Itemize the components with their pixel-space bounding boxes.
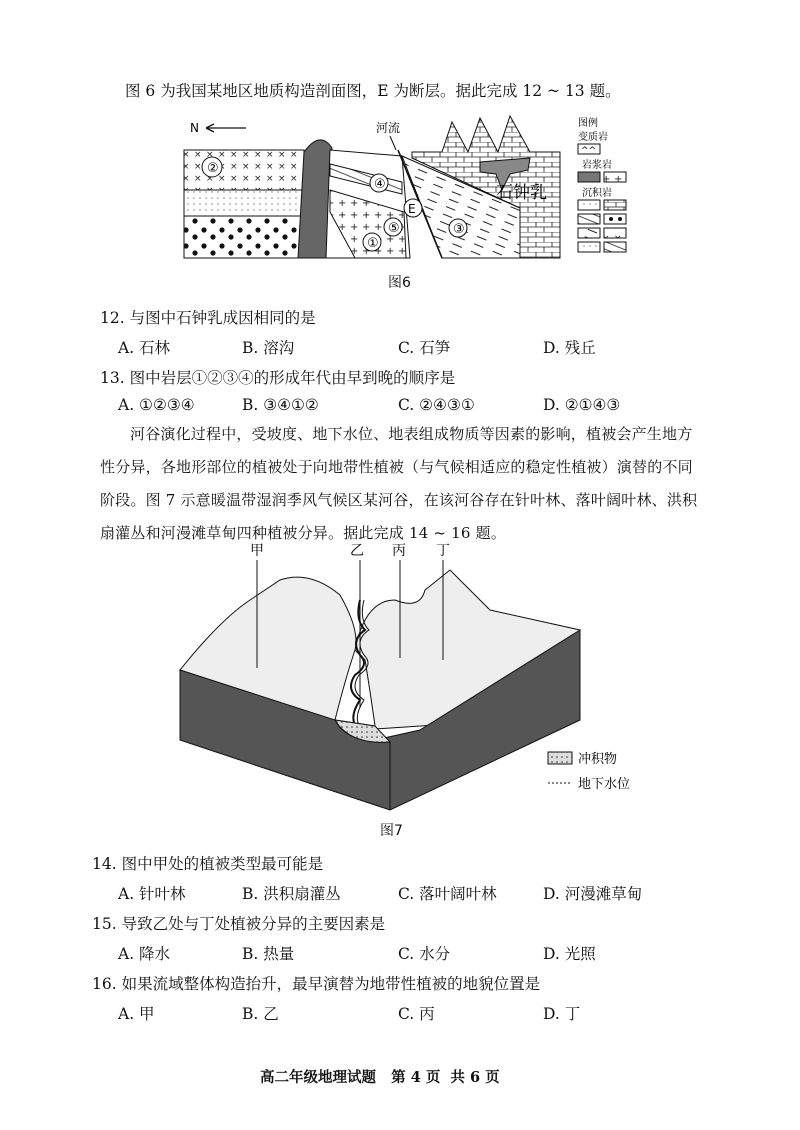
question-12-stem: 12. 与图中石钟乳成因相同的是 (100, 309, 316, 327)
q14-option-d[interactable]: D. 河漫滩草甸 (543, 885, 643, 903)
svg-text:沉积岩: 沉积岩 (582, 188, 612, 199)
q13-option-b[interactable]: B. ③④①② (242, 396, 319, 414)
q16-option-a[interactable]: A. 甲 (118, 1005, 155, 1023)
marker-yi: 乙 (350, 543, 364, 559)
svg-text:①: ① (367, 236, 379, 251)
q13-option-a[interactable]: A. ①②③④ (118, 396, 195, 414)
svg-text:变质岩: 变质岩 (578, 132, 608, 143)
q15-option-d[interactable]: D. 光照 (543, 945, 596, 963)
question-15-stem: 15. 导致乙处与丁处植被分异的主要因素是 (92, 915, 386, 933)
q14-option-c[interactable]: C. 落叶阔叶林 (398, 885, 497, 903)
figure-7-valley-block (160, 540, 680, 815)
legend-sediment: 冲积物 (578, 752, 618, 767)
question-13-stem: 13. 图中岩层①②③④的形成年代由早到晚的顺序是 (100, 369, 456, 387)
question-16-stem: 16. 如果流域整体构造抬升，最早演替为地带性植被的地貌位置是 (92, 975, 541, 993)
figure-6-cross-section (180, 112, 630, 272)
q12-option-b[interactable]: B. 溶沟 (242, 339, 295, 357)
svg-text:^^: ^^ (581, 146, 597, 156)
q15-option-b[interactable]: B. 热量 (242, 945, 295, 963)
q16-option-d[interactable]: D. 丁 (543, 1005, 581, 1023)
intro-fig7 (100, 418, 700, 550)
stalactite-label: 石钟乳 (496, 183, 547, 203)
river-label: 河流 (376, 121, 401, 135)
intro-fig7-line: 阶段。图 7 示意暖温带湿润季风气候区某河谷，在该河谷存在针叶林、落叶阔叶林、洪积 (100, 491, 698, 509)
intro-fig7-line: 性分异，各地形部位的植被处于向地带性植被（与气候相适应的稳定性植被）演替的不同 (100, 458, 693, 476)
svg-text:③: ③ (453, 222, 465, 237)
legend-title: 图例 (578, 118, 598, 129)
svg-text:⑤: ⑤ (388, 221, 400, 236)
q12-option-c[interactable]: C. 石笋 (398, 339, 451, 357)
q13-option-d[interactable]: D. ②①④③ (543, 396, 621, 414)
q13-option-c[interactable]: C. ②④③① (398, 396, 475, 414)
question-14-stem: 14. 图中甲处的植被类型最可能是 (92, 855, 324, 873)
q14-option-a[interactable]: A. 针叶林 (118, 885, 186, 903)
legend-water-table: 地下水位 (578, 777, 631, 792)
svg-text:岩浆岩: 岩浆岩 (582, 160, 612, 171)
marker-jia: 甲 (250, 543, 264, 559)
intro-fig7-line: 扇灌丛和河漫滩草甸四种植被分异。据此完成 14 ~ 16 题。 (100, 524, 507, 542)
figure-7-caption: 图7 (380, 823, 403, 839)
intro-fig7-line: 河谷演化过程中，受坡度、地下水位、地表组成物质等因素的影响，植被会产生地方 (130, 425, 693, 443)
svg-text:④: ④ (374, 177, 386, 192)
svg-text:②: ② (207, 161, 219, 176)
q12-option-a[interactable]: A. 石林 (118, 339, 171, 357)
fault-label: E (408, 202, 416, 216)
q15-option-a[interactable]: A. 降水 (118, 945, 171, 963)
q12-option-d[interactable]: D. 残丘 (543, 339, 596, 357)
intro-fig6: 图 6 为我国某地区地质构造剖面图，E 为断层。据此完成 12 ~ 13 题。 (125, 82, 621, 100)
q16-option-c[interactable]: C. 丙 (398, 1005, 435, 1023)
north-label: N (190, 121, 199, 135)
marker-bing: 丙 (392, 543, 406, 559)
q14-option-b[interactable]: B. 洪积扇灌丛 (242, 885, 341, 903)
page-footer: 高二年级地理试题 第 4 页 共 6 页 (260, 1069, 500, 1086)
q16-option-b[interactable]: B. 乙 (242, 1005, 279, 1023)
q15-option-c[interactable]: C. 水分 (398, 945, 451, 963)
marker-ding: 丁 (436, 543, 450, 559)
figure-6-caption: 图6 (388, 275, 411, 291)
